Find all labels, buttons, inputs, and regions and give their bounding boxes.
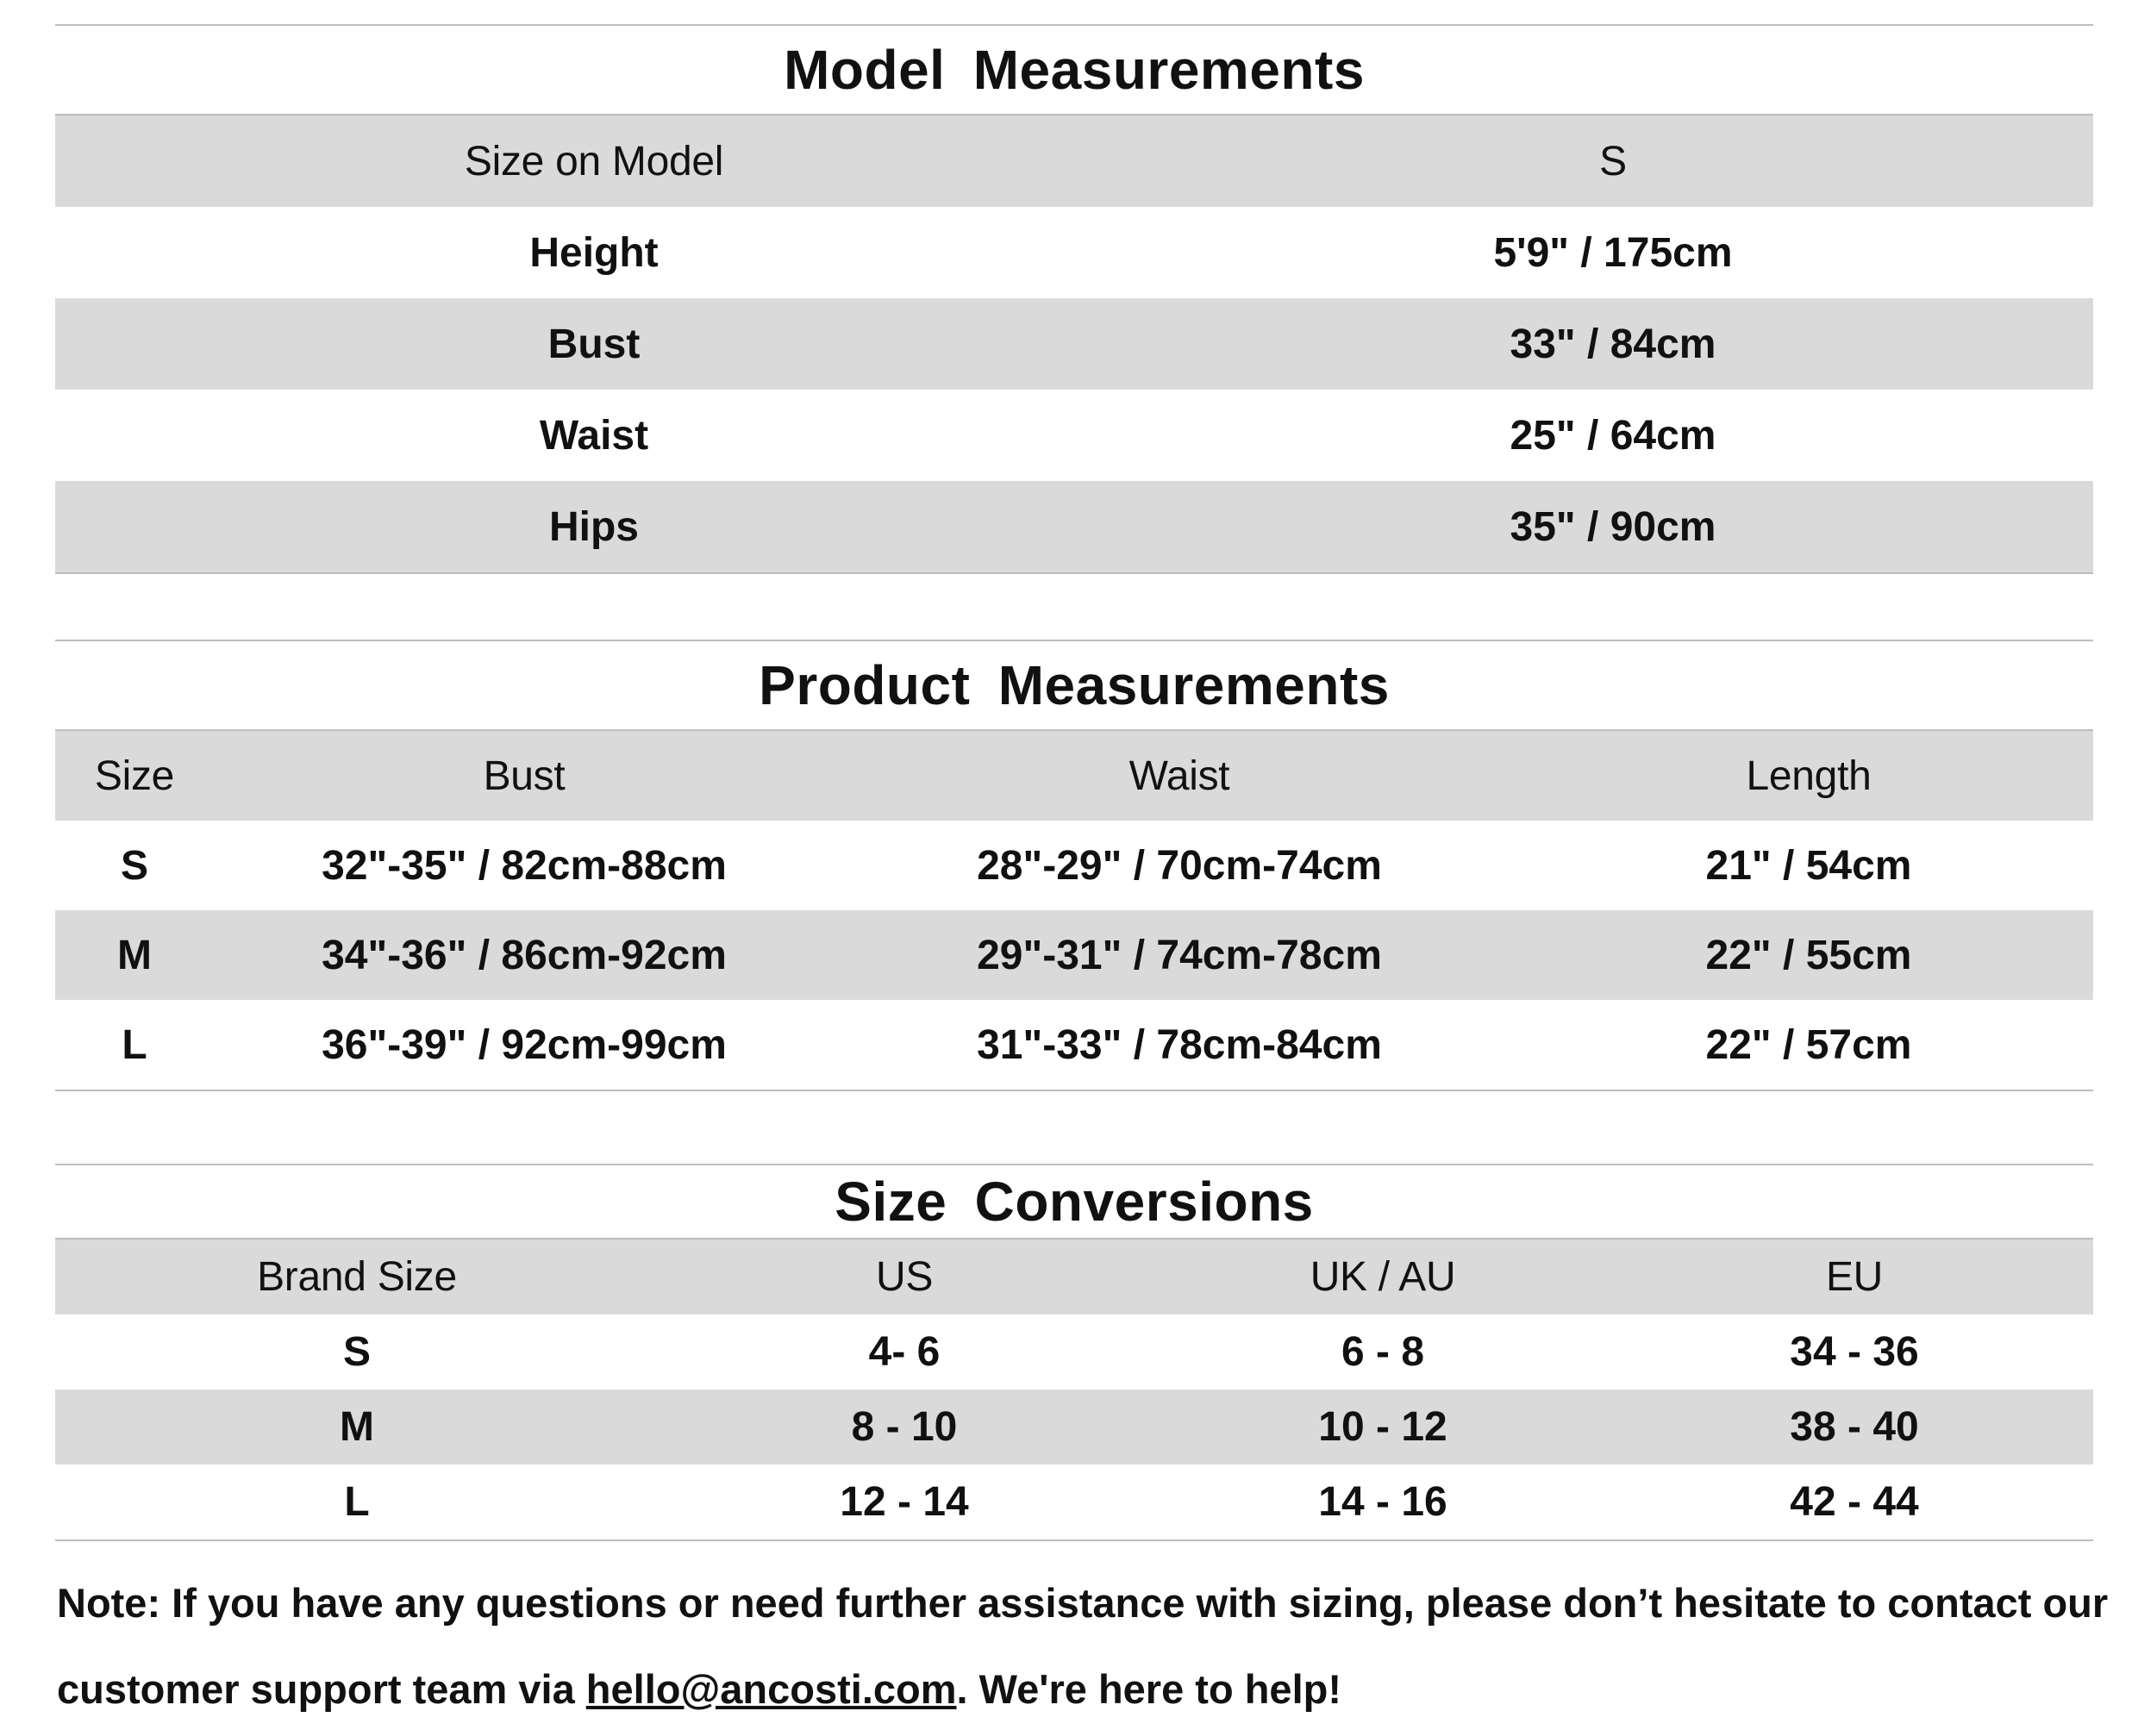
size-cell: S (120, 842, 148, 889)
uk-au-cell: 14 - 16 (1318, 1479, 1447, 1525)
divider (55, 1090, 2093, 1091)
product-measurements-table (55, 640, 2093, 1091)
uk-au-cell: 10 - 12 (1318, 1404, 1447, 1450)
hips-label: Hips (548, 503, 639, 550)
brand-size-cell: M (340, 1404, 374, 1450)
table-row (55, 390, 2093, 481)
size-conversions-table (55, 1164, 2093, 1541)
product-measurements-title: Product Measurements (759, 654, 1390, 716)
us-cell: 4- 6 (868, 1329, 941, 1375)
eu-cell: 38 - 40 (1790, 1404, 1919, 1450)
bust-cell: 34"-36" / 86cm-92cm (322, 932, 727, 978)
us-cell: 8 - 10 (851, 1404, 958, 1450)
model-measurements-title: Model Measurements (784, 39, 1365, 101)
brand-size-cell: L (344, 1479, 370, 1525)
table-row (55, 298, 2093, 390)
table-row (55, 481, 2093, 572)
uk-au-cell: 6 - 8 (1341, 1329, 1425, 1375)
height-value: 5'9" / 175cm (1493, 229, 1733, 276)
table-row (55, 821, 2093, 910)
note-text-end: . We're here to help! (956, 1666, 1341, 1712)
support-email-link[interactable]: hello@ancosti.com (585, 1666, 957, 1712)
waist-cell: 31"-33" / 78cm-84cm (977, 1021, 1382, 1068)
table-row (55, 207, 2093, 298)
eu-cell: 34 - 36 (1790, 1329, 1919, 1375)
bust-value: 33" / 84cm (1510, 321, 1716, 367)
waist-cell: 28"-29" / 70cm-74cm (977, 842, 1382, 889)
note-text: Note: If you have any questions or need further assistance with sizing, please don’t hesitate to contact our customer support team via (57, 1580, 2109, 1712)
bust-label: Bust (547, 321, 641, 367)
divider (55, 572, 2093, 574)
divider (55, 1539, 2093, 1541)
brand-size-cell: S (342, 1329, 371, 1375)
length-cell: 22" / 57cm (1705, 1021, 1912, 1068)
waist-label: Waist (539, 412, 649, 459)
table-row (55, 116, 2093, 207)
column-header: UK / AU (1310, 1254, 1456, 1300)
table-header-row (55, 731, 2093, 821)
sizing-note (57, 1560, 2109, 1733)
bust-cell: 32"-35" / 82cm-88cm (322, 842, 727, 889)
size-cell: L (122, 1021, 147, 1068)
size-cell: M (117, 932, 152, 978)
bust-cell: 36"-39" / 92cm-99cm (322, 1021, 727, 1068)
column-header: Waist (1128, 752, 1230, 799)
column-header: EU (1825, 1254, 1884, 1300)
size-conversions-title: Size Conversions (835, 1171, 1314, 1233)
column-header: Brand Size (257, 1254, 457, 1300)
table-row (55, 1314, 2093, 1389)
column-header: US (875, 1254, 934, 1300)
model-measurements-table (55, 24, 2093, 574)
eu-cell: 42 - 44 (1790, 1479, 1919, 1525)
column-header: Length (1746, 752, 1872, 799)
height-label: Height (529, 229, 659, 276)
table-row (55, 1000, 2093, 1090)
table-row (55, 910, 2093, 1000)
size-on-model-value: S (1599, 138, 1627, 184)
column-header: Bust (483, 752, 566, 799)
waist-cell: 29"-31" / 74cm-78cm (977, 932, 1382, 978)
length-cell: 21" / 54cm (1705, 842, 1912, 889)
table-row (55, 1464, 2093, 1539)
column-header: Size (94, 752, 175, 799)
hips-value: 35" / 90cm (1510, 503, 1716, 550)
size-on-model-label: Size on Model (464, 138, 724, 184)
table-row (55, 1389, 2093, 1464)
length-cell: 22" / 55cm (1705, 932, 1912, 978)
table-header-row (55, 1240, 2093, 1314)
waist-value: 25" / 64cm (1510, 412, 1716, 459)
us-cell: 12 - 14 (840, 1479, 969, 1525)
